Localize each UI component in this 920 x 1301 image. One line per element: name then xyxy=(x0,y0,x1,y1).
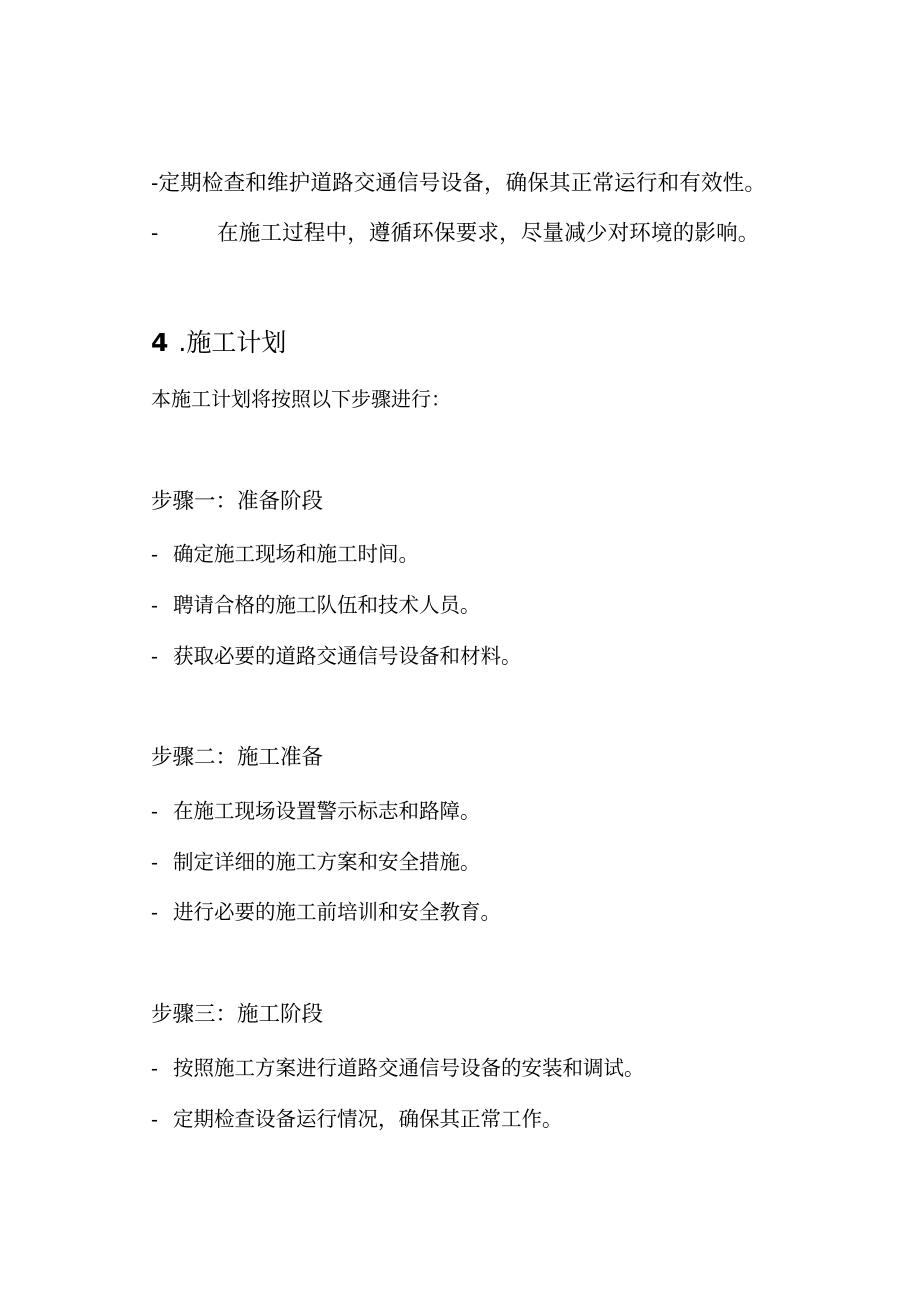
list-item-text: 获取必要的道路交通信号设备和材料。 xyxy=(173,644,522,668)
list-dash: - xyxy=(151,1056,158,1080)
list-item xyxy=(151,1053,645,1083)
list-item xyxy=(151,641,522,671)
section-heading xyxy=(151,326,286,360)
list-dash: - xyxy=(151,542,158,566)
intro-line-2-text: 在施工过程中，遵循环保要求，尽量减少对环境的影响。 xyxy=(217,221,760,246)
list-item-text: 确定施工现场和施工时间。 xyxy=(173,542,419,566)
list-item xyxy=(151,539,419,569)
list-dash: - xyxy=(151,593,158,617)
list-item xyxy=(151,796,481,826)
list-dash: - xyxy=(151,221,159,246)
list-dash: - xyxy=(151,1107,158,1131)
intro-line-1: -定期检查和维护道路交通信号设备，确保其正常运行和有效性。 xyxy=(151,171,767,196)
section-lead: 本施工计划将按照以下步骤进行： xyxy=(151,387,451,411)
list-item-text: 制定详细的施工方案和安全措施。 xyxy=(173,850,481,874)
section-title: .施工计划 xyxy=(178,328,287,357)
step-3-title: 步骤三：施工阶段 xyxy=(151,1002,324,1027)
intro-line-2 xyxy=(151,219,760,249)
list-item-text: 在施工现场设置警示标志和路障。 xyxy=(173,799,481,823)
list-item xyxy=(151,897,501,927)
step-2-title: 步骤二：施工准备 xyxy=(151,745,324,770)
list-item-text: 聘请合格的施工队伍和技术人员。 xyxy=(173,593,481,617)
list-dash: - xyxy=(151,799,158,823)
list-item-text: 进行必要的施工前培训和安全教育。 xyxy=(173,900,501,924)
section-number: 4 xyxy=(151,328,169,357)
list-item xyxy=(151,590,481,620)
list-item-text: 按照施工方案进行道路交通信号设备的安装和调试。 xyxy=(173,1056,645,1080)
list-dash: - xyxy=(151,850,158,874)
list-item-text: 定期检查设备运行情况，确保其正常工作。 xyxy=(173,1107,563,1131)
list-dash: - xyxy=(151,900,158,924)
list-dash: - xyxy=(151,644,158,668)
step-1-title: 步骤一：准备阶段 xyxy=(151,489,324,514)
list-item xyxy=(151,847,481,877)
list-item xyxy=(151,1104,563,1134)
